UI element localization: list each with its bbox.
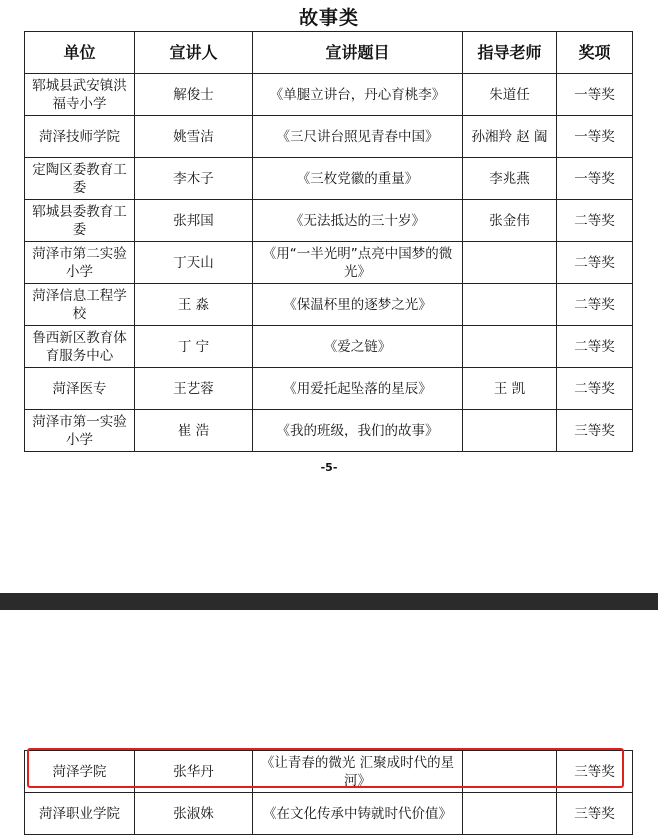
table-row — [25, 368, 633, 410]
cell-speaker: 丁天山 — [135, 242, 253, 284]
cell-speaker: 张邦国 — [135, 200, 253, 242]
cell-unit: 菏泽市第二实验小学 — [25, 242, 135, 284]
cell-topic: 《爱之链》 — [253, 326, 463, 368]
table-row — [25, 242, 633, 284]
cell-teacher — [463, 242, 557, 284]
cell-unit: 鲁西新区教育体育服务中心 — [25, 326, 135, 368]
header-speaker: 宣讲人 — [135, 32, 253, 74]
cell-unit: 菏泽医专 — [25, 368, 135, 410]
cell-award: 二等奖 — [557, 326, 633, 368]
table-row — [25, 326, 633, 368]
cell-topic: 《让青春的微光 汇聚成时代的星河》 — [253, 751, 463, 793]
page-number: -5- — [320, 461, 338, 474]
cell-unit: 菏泽市第一实验小学 — [25, 410, 135, 452]
cell-topic: 《保温杯里的逐梦之光》 — [253, 284, 463, 326]
cell-topic: 《单腿立讲台，丹心育桃李》 — [253, 74, 463, 116]
cell-award: 一等奖 — [557, 116, 633, 158]
cell-topic: 《在文化传承中铸就时代价值》 — [253, 793, 463, 835]
cell-teacher: 李兆燕 — [463, 158, 557, 200]
cell-award: 二等奖 — [557, 368, 633, 410]
cell-unit: 郓城县武安镇洪福寺小学 — [25, 74, 135, 116]
cell-teacher — [463, 793, 557, 835]
cell-award: 二等奖 — [557, 284, 633, 326]
table-row — [25, 116, 633, 158]
cell-teacher: 张金伟 — [463, 200, 557, 242]
awards-table-page-2 — [24, 750, 633, 835]
cell-topic: 《用“一半光明”点亮中国梦的微光》 — [253, 242, 463, 284]
cell-topic: 《三尺讲台照见青春中国》 — [253, 116, 463, 158]
table-header-row — [25, 32, 633, 74]
cell-speaker: 张华丹 — [135, 751, 253, 793]
cell-topic: 《我的班级，我们的故事》 — [253, 410, 463, 452]
header-teacher: 指导老师 — [463, 32, 557, 74]
cell-teacher: 朱道任 — [463, 74, 557, 116]
table-row — [25, 410, 633, 452]
cell-award: 一等奖 — [557, 158, 633, 200]
cell-speaker: 张淑姝 — [135, 793, 253, 835]
cell-speaker: 王艺蓉 — [135, 368, 253, 410]
cell-unit: 定陶区委教育工委 — [25, 158, 135, 200]
cell-speaker: 崔 浩 — [135, 410, 253, 452]
section-title: 故事类 — [298, 7, 359, 29]
cell-unit: 郓城县委教育工委 — [25, 200, 135, 242]
table-row — [25, 74, 633, 116]
cell-topic: 《用爱托起坠落的星辰》 — [253, 368, 463, 410]
table-row — [25, 200, 633, 242]
cell-speaker: 王 淼 — [135, 284, 253, 326]
table-row-highlighted — [25, 751, 633, 793]
cell-speaker: 丁 宁 — [135, 326, 253, 368]
cell-unit: 菏泽学院 — [25, 751, 135, 793]
cell-unit: 菏泽职业学院 — [25, 793, 135, 835]
table-row — [25, 284, 633, 326]
table-row — [25, 793, 633, 835]
cell-award: 二等奖 — [557, 200, 633, 242]
cell-unit: 菏泽技师学院 — [25, 116, 135, 158]
cell-topic: 《三枚党徽的重量》 — [253, 158, 463, 200]
cell-award: 三等奖 — [557, 793, 633, 835]
cell-award: 三等奖 — [557, 751, 633, 793]
cell-teacher — [463, 326, 557, 368]
cell-award: 一等奖 — [557, 74, 633, 116]
awards-table-page-1 — [24, 31, 633, 452]
table-row — [25, 158, 633, 200]
cell-teacher: 王 凯 — [463, 368, 557, 410]
header-unit: 单位 — [25, 32, 135, 74]
header-topic: 宣讲题目 — [253, 32, 463, 74]
cell-speaker: 姚雪洁 — [135, 116, 253, 158]
cell-speaker: 解俊士 — [135, 74, 253, 116]
cell-topic: 《无法抵达的三十岁》 — [253, 200, 463, 242]
cell-award: 三等奖 — [557, 410, 633, 452]
page-break-bar — [0, 593, 658, 610]
cell-teacher — [463, 410, 557, 452]
cell-speaker: 李木子 — [135, 158, 253, 200]
cell-teacher — [463, 284, 557, 326]
cell-teacher: 孙湘羚 赵 阖 — [463, 116, 557, 158]
header-award: 奖项 — [557, 32, 633, 74]
cell-teacher — [463, 751, 557, 793]
cell-unit: 菏泽信息工程学校 — [25, 284, 135, 326]
cell-award: 二等奖 — [557, 242, 633, 284]
